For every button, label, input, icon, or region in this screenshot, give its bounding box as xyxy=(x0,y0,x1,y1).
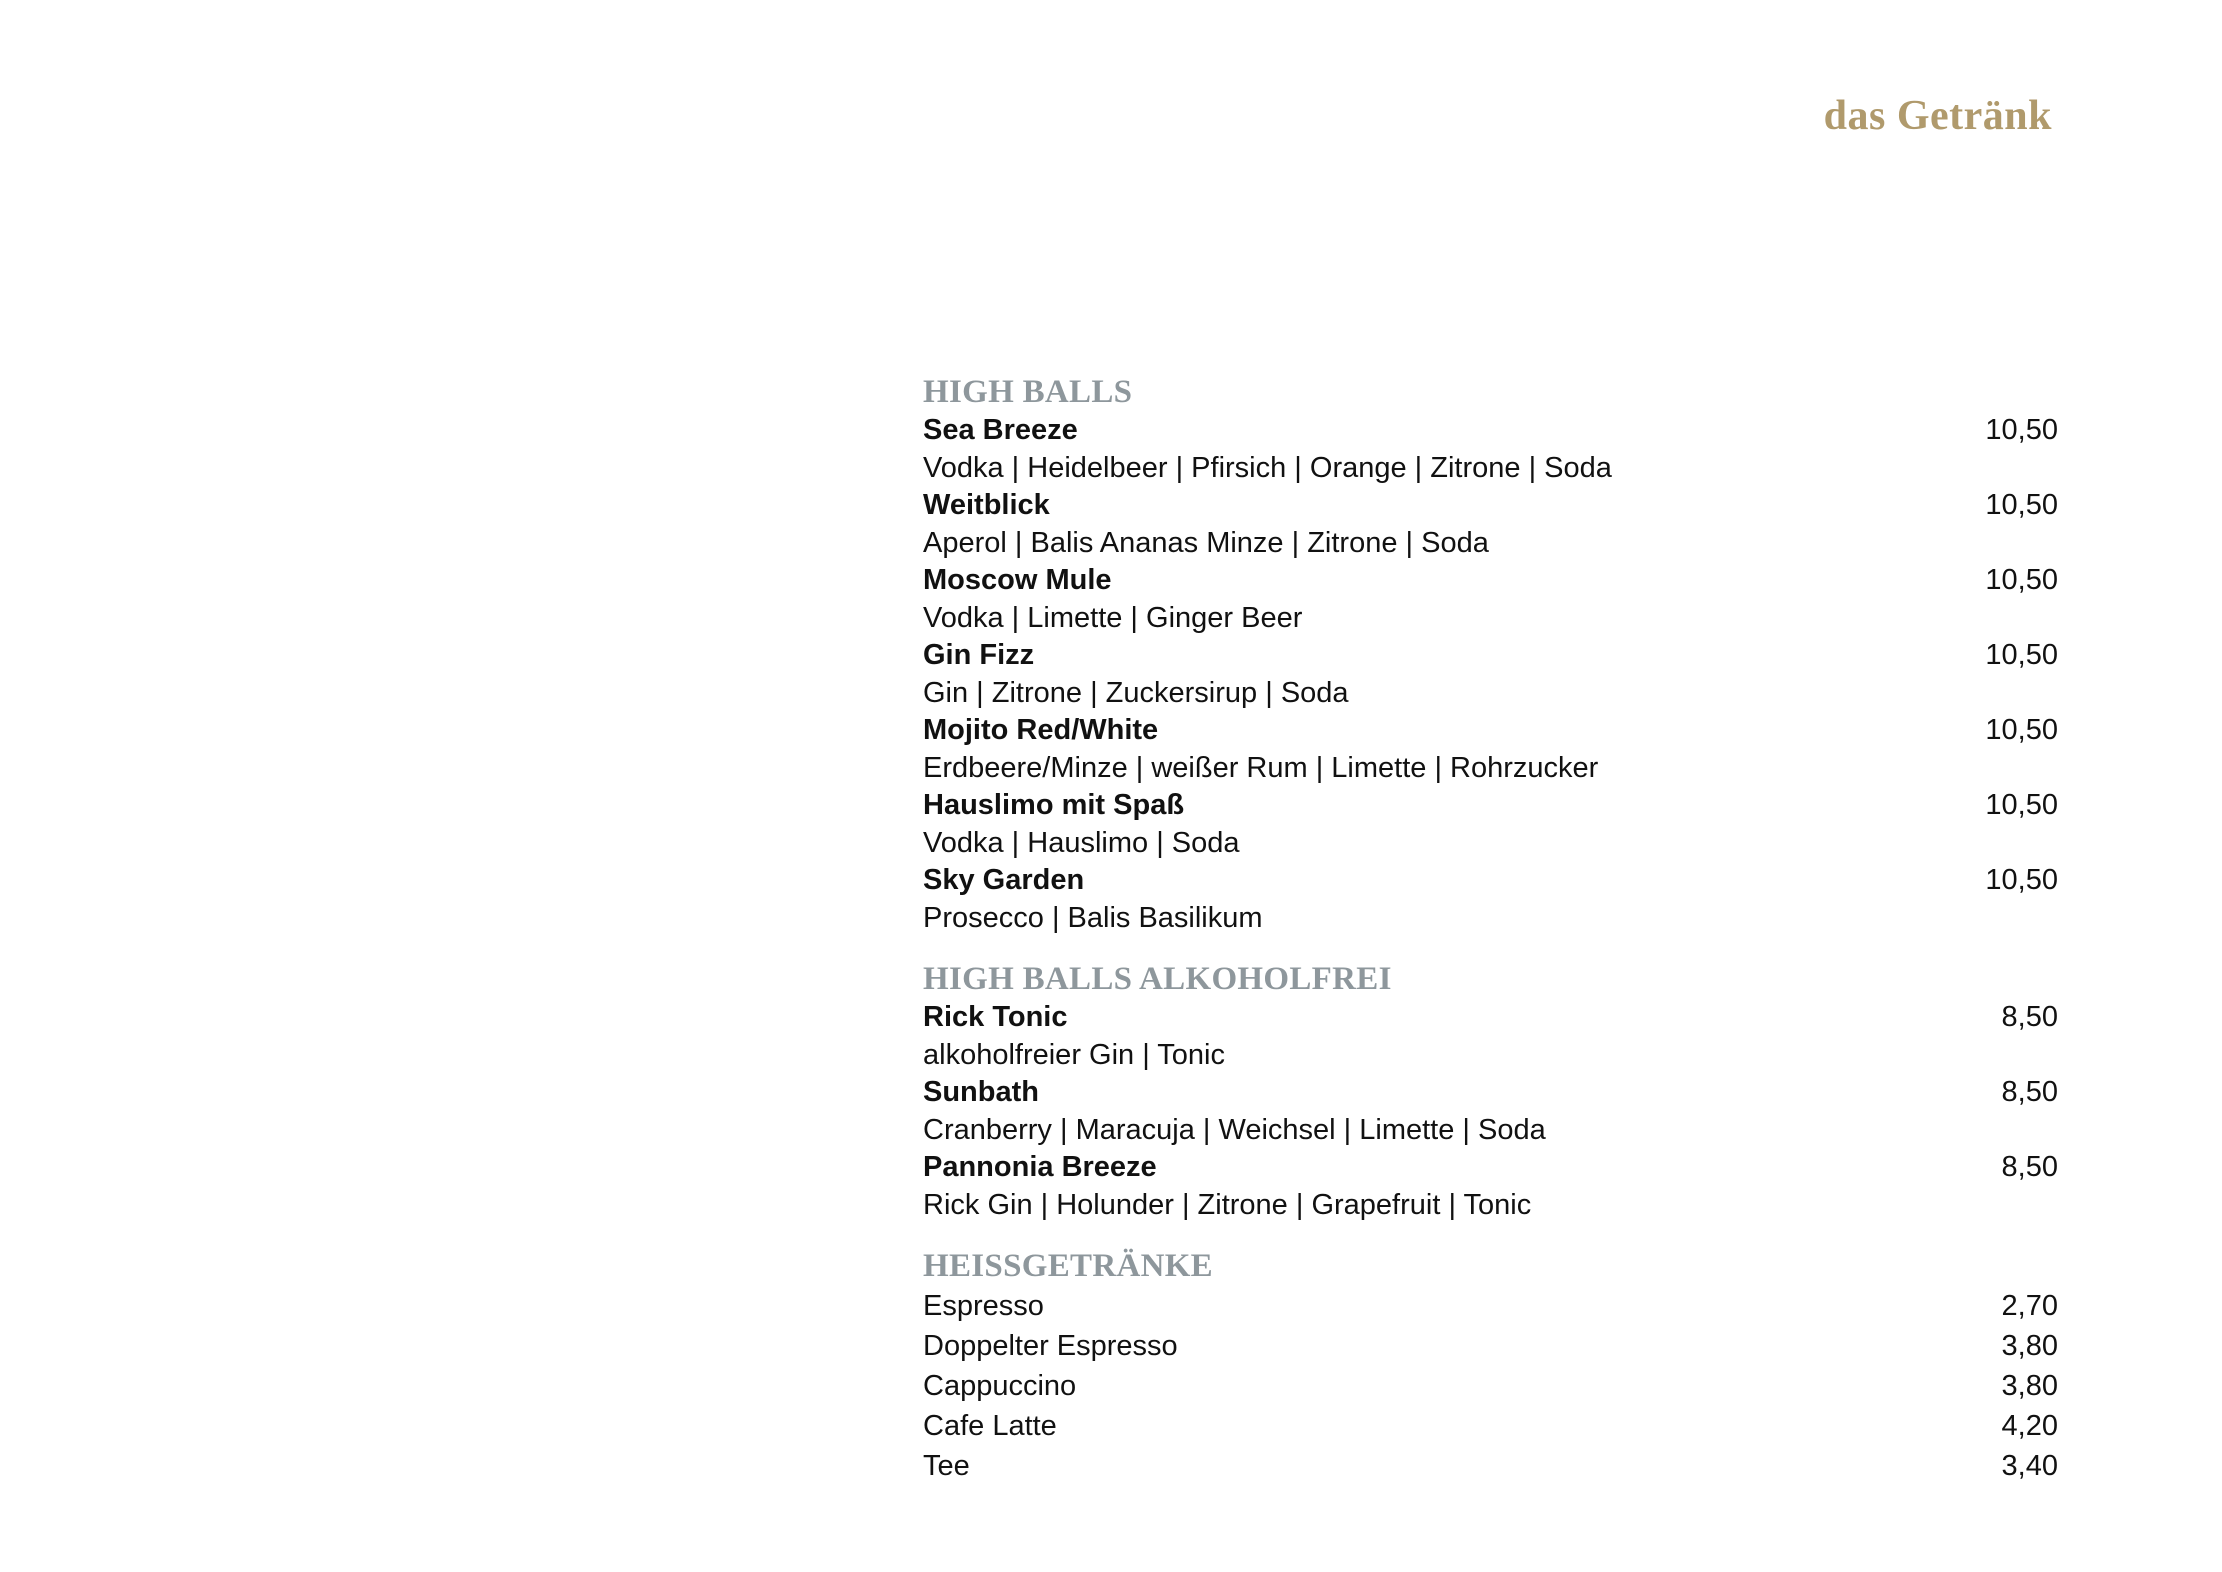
item-name: Sea Breeze xyxy=(923,414,1078,446)
menu-item xyxy=(923,1446,2058,1486)
item-name: Cappuccino xyxy=(923,1370,1077,1402)
item-name: Rick Tonic xyxy=(923,1001,1068,1033)
item-name: Mojito Red/White xyxy=(923,714,1159,746)
item-description: Prosecco | Balis Basilikum xyxy=(923,901,1263,934)
item-description: Vodka | Limette | Ginger Beer xyxy=(923,601,1303,634)
menu-item xyxy=(923,712,2058,787)
section-heading: HIGH BALLS ALKOHOLFREI xyxy=(923,961,1392,997)
item-description: Rick Gin | Holunder | Zitrone | Grapefruit | Tonic xyxy=(923,1188,1532,1221)
item-description: Vodka | Heidelbeer | Pfirsich | Orange | Zitrone | Soda xyxy=(923,451,1612,484)
menu-item xyxy=(923,1074,2058,1149)
menu-item xyxy=(923,787,2058,862)
item-price: 8,50 xyxy=(2001,1076,2058,1108)
section-heading: HIGH BALLS xyxy=(923,374,1133,410)
item-description: Cranberry | Maracuja | Weichsel | Limette | Soda xyxy=(923,1113,1546,1146)
item-price: 8,50 xyxy=(2001,1001,2058,1033)
item-price: 4,20 xyxy=(2001,1410,2058,1442)
menu-item xyxy=(923,1406,2058,1446)
page-title: das Getränk xyxy=(1823,93,2052,139)
item-name: Doppelter Espresso xyxy=(923,1330,1178,1362)
item-name: Gin Fizz xyxy=(923,639,1035,671)
menu-item xyxy=(923,412,2058,487)
menu-item xyxy=(923,562,2058,637)
item-price: 10,50 xyxy=(1985,639,2058,671)
item-description: alkoholfreier Gin | Tonic xyxy=(923,1038,1225,1071)
item-price: 3,80 xyxy=(2001,1330,2058,1362)
section-high-balls-alkoholfrei xyxy=(923,959,2058,1224)
item-name: Sky Garden xyxy=(923,864,1085,896)
section-heissgetraenke xyxy=(923,1246,2058,1486)
item-price: 10,50 xyxy=(1985,714,2058,746)
item-price: 10,50 xyxy=(1985,789,2058,821)
item-name: Weitblick xyxy=(923,489,1050,521)
menu-item xyxy=(923,1286,2058,1326)
item-price: 8,50 xyxy=(2001,1151,2058,1183)
item-price: 10,50 xyxy=(1985,564,2058,596)
menu-item xyxy=(923,487,2058,562)
item-description: Vodka | Hauslimo | Soda xyxy=(923,826,1240,859)
item-description: Gin | Zitrone | Zuckersirup | Soda xyxy=(923,676,1349,709)
menu-item xyxy=(923,637,2058,712)
item-price: 10,50 xyxy=(1985,489,2058,521)
item-price: 10,50 xyxy=(1985,864,2058,896)
item-price: 3,40 xyxy=(2001,1450,2058,1482)
menu-item xyxy=(923,999,2058,1074)
item-name: Sunbath xyxy=(923,1076,1039,1108)
item-description: Aperol | Balis Ananas Minze | Zitrone | Soda xyxy=(923,526,1489,559)
menu-item xyxy=(923,862,2058,937)
section-heading: HEISSGETRÄNKE xyxy=(923,1248,1213,1284)
menu-item xyxy=(923,1326,2058,1366)
drinks-menu xyxy=(923,372,2058,1508)
item-name: Espresso xyxy=(923,1290,1044,1322)
menu-item xyxy=(923,1366,2058,1406)
item-description: Erdbeere/Minze | weißer Rum | Limette | Rohrzucker xyxy=(923,751,1599,784)
item-name: Cafe Latte xyxy=(923,1410,1057,1442)
item-price: 3,80 xyxy=(2001,1370,2058,1402)
item-price: 10,50 xyxy=(1985,414,2058,446)
item-name: Tee xyxy=(923,1450,970,1482)
menu-item xyxy=(923,1149,2058,1224)
item-name: Pannonia Breeze xyxy=(923,1151,1157,1183)
item-name: Moscow Mule xyxy=(923,564,1112,596)
item-name: Hauslimo mit Spaß xyxy=(923,789,1185,821)
section-high-balls xyxy=(923,372,2058,937)
item-price: 2,70 xyxy=(2001,1290,2058,1322)
